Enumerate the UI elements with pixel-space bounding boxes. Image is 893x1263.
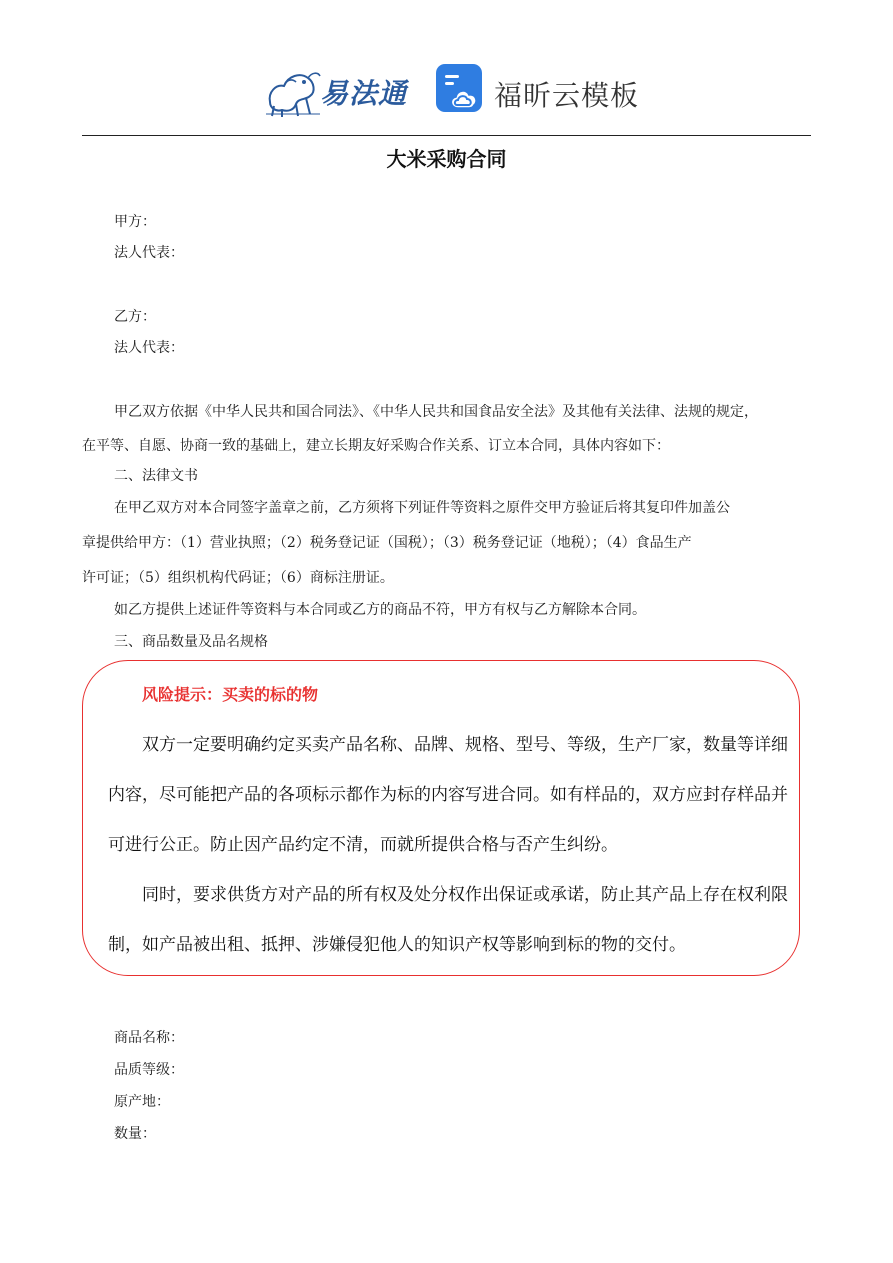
section-2-line-2: 章提供给甲方：（1）营业执照；（2）税务登记证（国税）；（3）税务登记证（地税）；（4）食品生产	[82, 535, 692, 551]
party-a-label: 甲方：	[114, 214, 156, 230]
intro-line-2: 在平等、自愿、协商一致的基础上，建立长期友好采购合作关系、订立本合同，具体内容如下：	[82, 438, 670, 454]
intro-line-1: 甲乙双方依据《中华人民共和国合同法》、《中华人民共和国食品安全法》及其他有关法律、法规的规定，	[114, 404, 758, 420]
field-quality-grade: 品质等级：	[114, 1062, 184, 1078]
document-title: 大米采购合同	[386, 147, 507, 171]
page-header	[0, 60, 893, 122]
foxit-template-logo	[436, 64, 646, 118]
foxit-template-logo-text: 福昕云模板	[494, 79, 640, 112]
field-quantity: 数量：	[114, 1126, 156, 1142]
cloud-document-icon	[436, 64, 486, 116]
section-2-note: 如乙方提供上述证件等资料与本合同或乙方的商品不符，甲方有权与乙方解除本合同。	[114, 602, 646, 618]
party-b-label: 乙方：	[114, 309, 156, 325]
party-b-rep-label: 法人代表：	[114, 340, 184, 356]
risk-notice-line-4: 同时，要求供货方对产品的所有权及处分权作出保证或承诺，防止其产品上存在权利限	[142, 885, 788, 905]
risk-notice-line-2: 内容，尽可能把产品的各项标示都作为标的内容写进合同。如有样品的，双方应封存样品并	[108, 785, 788, 805]
section-2-line-3: 许可证；（5）组织机构代码证；（6）商标注册证。	[82, 570, 394, 586]
risk-notice-line-3: 可进行公正。防止因产品约定不清，而就所提供合格与否产生纠纷。	[108, 835, 618, 855]
risk-notice-box	[82, 660, 800, 976]
section-3-heading: 三、商品数量及品名规格	[114, 634, 268, 650]
risk-notice-line-5: 制，如产品被出租、抵押、涉嫌侵犯他人的知识产权等影响到标的物的交付。	[108, 935, 686, 955]
section-2-heading: 二、法律文书	[114, 468, 198, 484]
qilin-icon	[262, 62, 322, 118]
risk-notice-title: 风险提示：买卖的标的物	[142, 685, 319, 704]
yifatong-logo-text: 易法通	[320, 77, 408, 110]
risk-notice-line-1: 双方一定要明确约定买卖产品名称、品牌、规格、型号、等级，生产厂家，数量等详细	[142, 735, 788, 755]
header-divider	[82, 135, 811, 136]
field-product-name: 商品名称：	[114, 1030, 184, 1046]
section-2-line-1: 在甲乙双方对本合同签字盖章之前，乙方须将下列证件等资料之原件交甲方验证后将其复印件加盖公	[114, 500, 730, 516]
field-origin: 原产地：	[114, 1094, 170, 1110]
party-a-rep-label: 法人代表：	[114, 245, 184, 261]
yifatong-logo	[262, 62, 422, 118]
